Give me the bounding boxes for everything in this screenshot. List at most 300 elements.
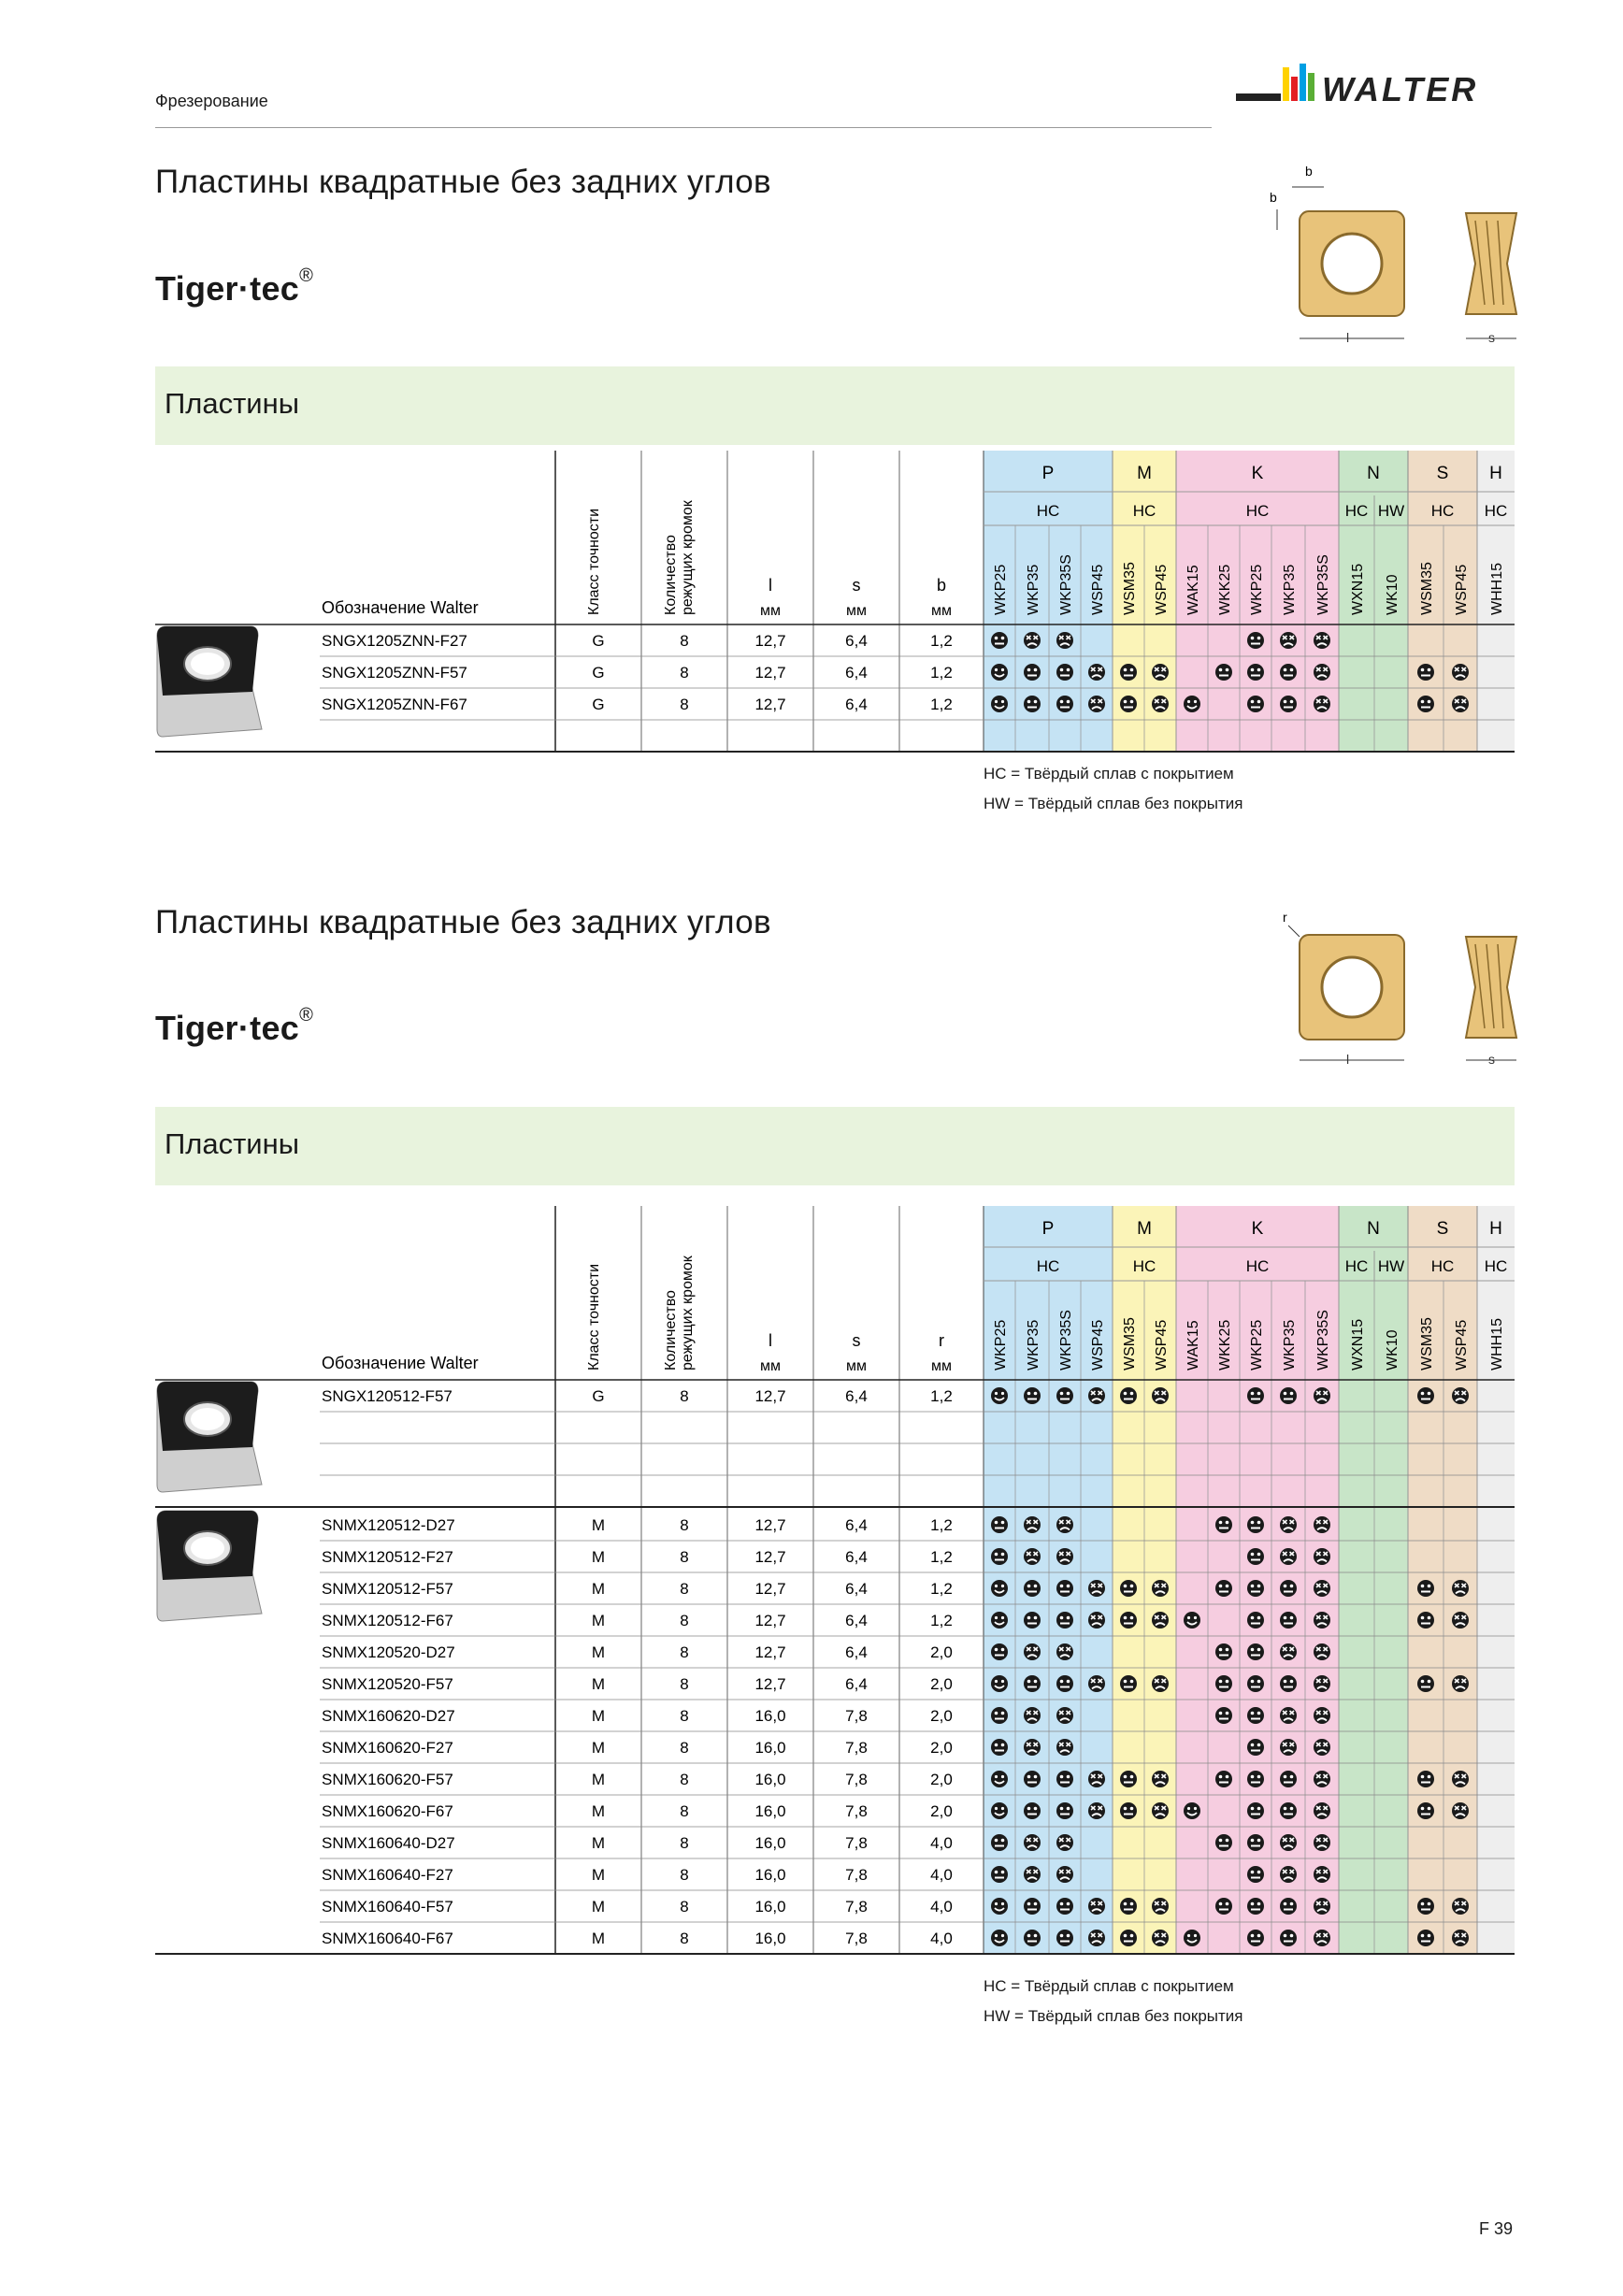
- suitability-icon: [1280, 1387, 1297, 1404]
- suitability-icon: [1056, 1548, 1073, 1565]
- row-s: 7,8: [845, 1802, 868, 1820]
- row-l: 12,7: [754, 1387, 786, 1405]
- suitability-icon: [1184, 1802, 1200, 1819]
- grade-wsm35: WSM35: [1122, 562, 1138, 615]
- suitability-icon: [1215, 1643, 1232, 1660]
- row-b: 1,2: [930, 632, 953, 650]
- row-s: 6,4: [845, 1643, 868, 1661]
- row-code: SNMX160640-F27: [322, 1866, 453, 1884]
- suitability-icon: [1152, 664, 1169, 681]
- grade-wk10: WK10: [1385, 1329, 1400, 1370]
- suitability-icon: [1280, 1771, 1297, 1787]
- row-b: 1,2: [930, 664, 953, 682]
- row-code: SNMX120512-F57: [322, 1580, 453, 1598]
- table-2: [155, 1185, 1515, 1978]
- row-l: 12,7: [754, 1643, 786, 1661]
- suitability-icon: [991, 1707, 1008, 1724]
- suitability-icon: [1247, 1516, 1264, 1533]
- grade-wk10: WK10: [1385, 574, 1400, 615]
- unit-x: мм: [931, 603, 952, 619]
- row-tolerance: M: [591, 1834, 606, 1852]
- row-tolerance: M: [591, 1548, 606, 1566]
- svg-text:l: l: [1346, 1052, 1350, 1067]
- col-edges: Количество: [663, 1290, 679, 1370]
- group-P: P: [1041, 1219, 1055, 1239]
- row-code: SNGX1205ZNN-F57: [322, 664, 467, 682]
- grade-wxn15: WXN15: [1350, 1318, 1366, 1370]
- suitability-icon: [1024, 1675, 1041, 1692]
- row-tolerance: M: [591, 1516, 606, 1534]
- suitability-icon: [1024, 1643, 1041, 1660]
- suitability-icon: [991, 1930, 1008, 1946]
- row-l: 16,0: [754, 1739, 786, 1757]
- suitability-icon: [1024, 1834, 1041, 1851]
- section1-band: Пластины: [155, 366, 1515, 445]
- suitability-icon: [1215, 1707, 1232, 1724]
- row-edges: 8: [680, 1387, 689, 1405]
- suitability-icon: [991, 1866, 1008, 1883]
- suitability-icon: [1152, 1675, 1169, 1692]
- suitability-icon: [1088, 1930, 1105, 1946]
- suitability-icon: [1184, 1930, 1200, 1946]
- row-l: 12,7: [754, 1675, 786, 1693]
- suitability-icon: [1417, 696, 1434, 712]
- row-l: 12,7: [754, 1580, 786, 1598]
- section1-brand: Tiger·tec®: [155, 265, 314, 308]
- svg-text:WALTER: WALTER: [1322, 70, 1479, 108]
- suitability-icon: [1152, 1580, 1169, 1597]
- col-l: l: [768, 576, 772, 595]
- row-s: 6,4: [845, 1675, 868, 1693]
- suitability-icon: [1056, 1771, 1073, 1787]
- suitability-icon: [1024, 1866, 1041, 1883]
- suitability-icon: [1088, 1580, 1105, 1597]
- row-l: 16,0: [754, 1802, 786, 1820]
- col-edges: Количество: [663, 535, 679, 615]
- row-edges: 8: [680, 1548, 689, 1566]
- suitability-icon: [1314, 1898, 1330, 1915]
- suitability-icon: [1314, 632, 1330, 649]
- suitability-icon: [1452, 1675, 1469, 1692]
- suitability-icon: [1280, 632, 1297, 649]
- grade-wkk25: WKK25: [1217, 564, 1233, 615]
- section1-title: Пластины квадратные без задних углов: [155, 164, 771, 200]
- grade-whh15: WHH15: [1489, 562, 1505, 615]
- grade-wsm35: WSM35: [1419, 1317, 1435, 1370]
- suitability-icon: [1056, 1802, 1073, 1819]
- grade-wkp35s: WKP35S: [1315, 1310, 1331, 1370]
- suitability-icon: [991, 1898, 1008, 1915]
- suitability-icon: [1152, 696, 1169, 712]
- grade-wsp45: WSP45: [1154, 564, 1170, 615]
- row-code: SNMX160620-D27: [322, 1707, 455, 1725]
- suitability-icon: [1024, 1930, 1041, 1946]
- sub-hc: HC: [1484, 502, 1508, 520]
- suitability-icon: [991, 1643, 1008, 1660]
- suitability-icon: [1056, 1675, 1073, 1692]
- grade-wkp35: WKP35: [1282, 1319, 1298, 1370]
- row-edges: 8: [680, 1834, 689, 1852]
- row-tolerance: M: [591, 1580, 606, 1598]
- suitability-icon: [1024, 1580, 1041, 1597]
- suitability-icon: [1056, 632, 1073, 649]
- row-r: 2,0: [930, 1675, 953, 1693]
- section-label: Фрезерование: [155, 92, 268, 110]
- grade-wkp35: WKP35: [1026, 1319, 1041, 1370]
- suitability-icon: [1247, 1930, 1264, 1946]
- suitability-icon: [1314, 1739, 1330, 1756]
- suitability-icon: [1152, 1898, 1169, 1915]
- row-s: 7,8: [845, 1866, 868, 1884]
- suitability-icon: [991, 1834, 1008, 1851]
- row-r: 1,2: [930, 1612, 953, 1629]
- suitability-icon: [1120, 1802, 1137, 1819]
- sub-hc: HC: [1245, 1257, 1270, 1275]
- sub-hc: HC: [1132, 1257, 1156, 1275]
- suitability-icon: [991, 1802, 1008, 1819]
- suitability-icon: [1280, 1866, 1297, 1883]
- suitability-icon: [1024, 1387, 1041, 1404]
- sub-hc: HC: [1484, 1257, 1508, 1275]
- suitability-icon: [1056, 1834, 1073, 1851]
- row-s: 7,8: [845, 1771, 868, 1788]
- row-s: 6,4: [845, 1548, 868, 1566]
- col-tolerance: Класс точности: [586, 1263, 602, 1370]
- suitability-icon: [1024, 1516, 1041, 1533]
- suitability-icon: [1314, 1643, 1330, 1660]
- suitability-icon: [1314, 1802, 1330, 1819]
- row-tolerance: M: [591, 1802, 606, 1820]
- row-s: 6,4: [845, 696, 868, 713]
- grade-wsp45: WSP45: [1454, 1319, 1470, 1370]
- grade-wkk25: WKK25: [1217, 1319, 1233, 1370]
- legend-1: [984, 759, 1242, 819]
- suitability-icon: [1314, 1580, 1330, 1597]
- suitability-icon: [1314, 1548, 1330, 1565]
- row-r: 1,2: [930, 1387, 953, 1405]
- grade-wkp25: WKP25: [993, 1319, 1009, 1370]
- suitability-icon: [1056, 1580, 1073, 1597]
- row-edges: 8: [680, 1898, 689, 1916]
- row-r: 4,0: [930, 1898, 953, 1916]
- suitability-icon: [1417, 1387, 1434, 1404]
- row-r: 2,0: [930, 1707, 953, 1725]
- suitability-icon: [991, 1548, 1008, 1565]
- row-code: SNMX120512-F67: [322, 1612, 453, 1629]
- row-s: 7,8: [845, 1707, 868, 1725]
- section2-brand: Tiger·tec®: [155, 1005, 314, 1047]
- row-tolerance: M: [591, 1675, 606, 1693]
- suitability-icon: [991, 632, 1008, 649]
- suitability-icon: [1417, 1771, 1434, 1787]
- row-code: SNMX160640-F57: [322, 1898, 453, 1916]
- suitability-icon: [1417, 664, 1434, 681]
- row-edges: 8: [680, 1643, 689, 1661]
- suitability-icon: [1452, 1771, 1469, 1787]
- suitability-icon: [1056, 1898, 1073, 1915]
- legend-hw: HW = Твёрдый сплав без покрытия: [984, 795, 1243, 812]
- suitability-icon: [991, 696, 1008, 712]
- suitability-icon: [1056, 1516, 1073, 1533]
- group-N: N: [1367, 464, 1380, 483]
- row-code: SNMX160640-D27: [322, 1834, 455, 1852]
- svg-text:s: s: [1488, 330, 1495, 345]
- suitability-icon: [1247, 1866, 1264, 1883]
- col-s: s: [852, 576, 861, 595]
- suitability-icon: [1088, 664, 1105, 681]
- row-s: 6,4: [845, 664, 868, 682]
- row-s: 7,8: [845, 1739, 868, 1757]
- suitability-icon: [1314, 1866, 1330, 1883]
- row-s: 6,4: [845, 632, 868, 650]
- suitability-icon: [1452, 1930, 1469, 1946]
- sub-hc: HC: [1132, 502, 1156, 520]
- unit-s: мм: [846, 1358, 867, 1374]
- group-P: P: [1041, 464, 1055, 483]
- suitability-icon: [1280, 1707, 1297, 1724]
- suitability-icon: [1056, 1612, 1073, 1629]
- row-code: SNMX120512-D27: [322, 1516, 455, 1534]
- row-r: 1,2: [930, 1548, 953, 1566]
- suitability-icon: [1024, 1802, 1041, 1819]
- row-edges: 8: [680, 632, 689, 650]
- suitability-icon: [1215, 1834, 1232, 1851]
- sub-hc: HC: [1344, 1257, 1369, 1275]
- row-s: 7,8: [845, 1834, 868, 1852]
- svg-text:s: s: [1488, 1052, 1495, 1067]
- suitability-icon: [1247, 664, 1264, 681]
- row-l: 12,7: [754, 696, 786, 713]
- suitability-icon: [1120, 696, 1137, 712]
- row-tolerance: M: [591, 1930, 606, 1947]
- suitability-icon: [1280, 1739, 1297, 1756]
- suitability-icon: [991, 1580, 1008, 1597]
- insert-diagram-2: [1253, 907, 1524, 1073]
- row-tolerance: M: [591, 1771, 606, 1788]
- section2-band: Пластины: [155, 1107, 1515, 1185]
- suitability-icon: [1152, 1387, 1169, 1404]
- suitability-icon: [1247, 1898, 1264, 1915]
- row-r: 4,0: [930, 1834, 953, 1852]
- row-edges: 8: [680, 1612, 689, 1629]
- row-tolerance: G: [592, 696, 605, 713]
- grade-wak15: WAK15: [1185, 1320, 1201, 1370]
- row-tolerance: M: [591, 1612, 606, 1629]
- suitability-icon: [1056, 696, 1073, 712]
- group-K: K: [1251, 1219, 1264, 1239]
- suitability-icon: [1088, 1675, 1105, 1692]
- suitability-icon: [991, 1612, 1008, 1629]
- row-edges: 8: [680, 1771, 689, 1788]
- grade-wkp35: WKP35: [1026, 564, 1041, 615]
- suitability-icon: [1417, 1802, 1434, 1819]
- row-r: 4,0: [930, 1866, 953, 1884]
- group-M: M: [1137, 1219, 1152, 1239]
- row-s: 7,8: [845, 1898, 868, 1916]
- suitability-icon: [1056, 664, 1073, 681]
- grade-wkp35s: WKP35S: [1058, 554, 1074, 615]
- suitability-icon: [1280, 1643, 1297, 1660]
- suitability-icon: [1417, 1930, 1434, 1946]
- suitability-icon: [1314, 1612, 1330, 1629]
- sub-hc: HC: [1036, 1257, 1060, 1275]
- suitability-icon: [1314, 1707, 1330, 1724]
- row-code: SNGX1205ZNN-F67: [322, 696, 467, 713]
- row-edges: 8: [680, 696, 689, 713]
- sub-hc: HC: [1430, 502, 1455, 520]
- suitability-icon: [991, 1387, 1008, 1404]
- row-edges: 8: [680, 1739, 689, 1757]
- row-l: 16,0: [754, 1898, 786, 1916]
- suitability-icon: [1088, 1802, 1105, 1819]
- insert-photo: [157, 1511, 262, 1621]
- grade-wak15: WAK15: [1185, 565, 1201, 615]
- row-s: 6,4: [845, 1612, 868, 1629]
- suitability-icon: [1120, 1771, 1137, 1787]
- suitability-icon: [1314, 1675, 1330, 1692]
- row-l: 16,0: [754, 1930, 786, 1947]
- col-edges-2: режущих кромок: [680, 500, 696, 615]
- grade-wkp25: WKP25: [993, 564, 1009, 615]
- suitability-icon: [1314, 1771, 1330, 1787]
- legend-2: [984, 1972, 1242, 2031]
- suitability-icon: [1215, 1580, 1232, 1597]
- suitability-icon: [1417, 1675, 1434, 1692]
- row-code: SNMX120520-F57: [322, 1675, 453, 1693]
- row-l: 16,0: [754, 1771, 786, 1788]
- suitability-icon: [1417, 1612, 1434, 1629]
- suitability-icon: [1280, 1612, 1297, 1629]
- group-S: S: [1436, 464, 1449, 483]
- row-edges: 8: [680, 1707, 689, 1725]
- row-r: 1,2: [930, 1516, 953, 1534]
- row-b: 1,2: [930, 696, 953, 713]
- suitability-icon: [991, 1739, 1008, 1756]
- suitability-icon: [1280, 1930, 1297, 1946]
- row-code: SNGX1205ZNN-F27: [322, 632, 467, 650]
- suitability-icon: [1452, 1387, 1469, 1404]
- row-s: 7,8: [845, 1930, 868, 1947]
- suitability-icon: [1452, 1898, 1469, 1915]
- row-l: 12,7: [754, 1516, 786, 1534]
- suitability-icon: [991, 664, 1008, 681]
- row-r: 1,2: [930, 1580, 953, 1598]
- suitability-icon: [1024, 632, 1041, 649]
- group-S: S: [1436, 1219, 1449, 1239]
- col-tolerance: Класс точности: [586, 508, 602, 615]
- row-tolerance: G: [592, 664, 605, 682]
- suitability-icon: [1056, 1930, 1073, 1946]
- row-code: SNMX160620-F27: [322, 1739, 453, 1757]
- section2-title: Пластины квадратные без задних углов: [155, 904, 771, 940]
- row-l: 12,7: [754, 664, 786, 682]
- suitability-icon: [1247, 1675, 1264, 1692]
- group-N: N: [1367, 1219, 1380, 1239]
- suitability-icon: [1247, 1739, 1264, 1756]
- suitability-icon: [1452, 664, 1469, 681]
- suitability-icon: [1314, 1834, 1330, 1851]
- col-b: b: [936, 576, 947, 595]
- suitability-icon: [1280, 1834, 1297, 1851]
- suitability-icon: [1280, 1675, 1297, 1692]
- suitability-icon: [1152, 1930, 1169, 1946]
- suitability-icon: [1088, 696, 1105, 712]
- sub-hc: HC: [1036, 502, 1060, 520]
- row-l: 12,7: [754, 632, 786, 650]
- suitability-icon: [1024, 1771, 1041, 1787]
- row-tolerance: M: [591, 1707, 606, 1725]
- col-designation: Обозначение Walter: [322, 1354, 479, 1372]
- suitability-icon: [1056, 1643, 1073, 1660]
- suitability-icon: [1024, 696, 1041, 712]
- suitability-icon: [1314, 664, 1330, 681]
- suitability-icon: [991, 1516, 1008, 1533]
- col-designation: Обозначение Walter: [322, 598, 479, 617]
- sub-hw: HW: [1377, 1257, 1405, 1275]
- group-H: H: [1489, 464, 1502, 483]
- row-edges: 8: [680, 1866, 689, 1884]
- page-number: F 39: [1479, 2219, 1514, 2238]
- suitability-icon: [1280, 1516, 1297, 1533]
- table-1: [155, 445, 1515, 761]
- suitability-icon: [1314, 1387, 1330, 1404]
- row-edges: 8: [680, 664, 689, 682]
- suitability-icon: [991, 1771, 1008, 1787]
- grade-wkp25: WKP25: [1249, 564, 1265, 615]
- row-code: SNMX160620-F67: [322, 1802, 453, 1820]
- insert-photo: [157, 1382, 262, 1492]
- suitability-icon: [1024, 1707, 1041, 1724]
- grade-wkp35s: WKP35S: [1058, 1310, 1074, 1370]
- suitability-icon: [1452, 1802, 1469, 1819]
- suitability-icon: [1247, 696, 1264, 712]
- col-edges-2: режущих кромок: [680, 1256, 696, 1370]
- row-code: SNMX120520-D27: [322, 1643, 455, 1661]
- suitability-icon: [1120, 1675, 1137, 1692]
- row-tolerance: G: [592, 632, 605, 650]
- suitability-icon: [1314, 1516, 1330, 1533]
- suitability-icon: [1417, 1898, 1434, 1915]
- suitability-icon: [1280, 1580, 1297, 1597]
- grade-wsm35: WSM35: [1419, 562, 1435, 615]
- svg-text:r: r: [1283, 910, 1287, 925]
- suitability-icon: [1247, 1612, 1264, 1629]
- row-l: 16,0: [754, 1707, 786, 1725]
- suitability-icon: [991, 1675, 1008, 1692]
- legend-hc: HC = Твёрдый сплав с покрытием: [984, 1977, 1234, 1995]
- grade-whh15: WHH15: [1489, 1317, 1505, 1370]
- row-r: 2,0: [930, 1802, 953, 1820]
- suitability-icon: [1184, 1612, 1200, 1629]
- suitability-icon: [1056, 1707, 1073, 1724]
- legend-hc: HC = Твёрдый сплав с покрытием: [984, 765, 1234, 782]
- suitability-icon: [1314, 696, 1330, 712]
- group-H: H: [1489, 1219, 1502, 1239]
- svg-text:l: l: [1346, 330, 1350, 345]
- grade-wxn15: WXN15: [1350, 563, 1366, 615]
- grade-wsp45: WSP45: [1090, 564, 1106, 615]
- suitability-icon: [1024, 1548, 1041, 1565]
- row-edges: 8: [680, 1580, 689, 1598]
- group-M: M: [1137, 464, 1152, 483]
- suitability-icon: [1452, 696, 1469, 712]
- grade-wsp45: WSP45: [1090, 1319, 1106, 1370]
- sub-hc: HC: [1430, 1257, 1455, 1275]
- row-l: 12,7: [754, 1548, 786, 1566]
- row-tolerance: M: [591, 1898, 606, 1916]
- suitability-icon: [1088, 1387, 1105, 1404]
- suitability-icon: [1088, 1898, 1105, 1915]
